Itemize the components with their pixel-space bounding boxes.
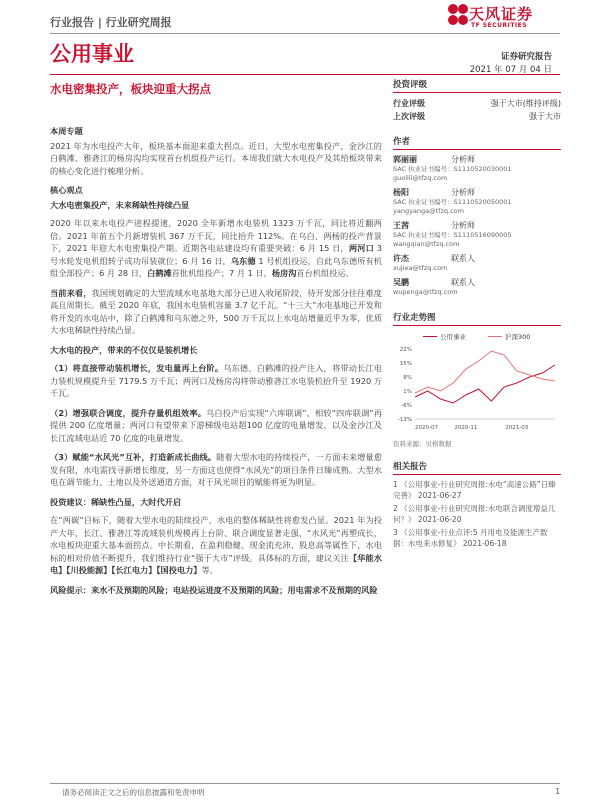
legend-item: 沪深300: [488, 332, 530, 341]
author-item: [393, 154, 561, 183]
author-role: 分析师: [451, 188, 475, 197]
title-divider: [50, 74, 560, 75]
rating-row: 行业评级 强于大市(维持评级): [393, 99, 561, 108]
author-item: [393, 220, 561, 249]
y-tick-label: 22%: [399, 347, 412, 353]
sub-heading: 大水电密集投产，未来稀缺性持续凸显: [50, 199, 190, 210]
chart-heading: 行业走势图: [393, 311, 561, 326]
sub-heading: 大水电的投产，带来的不仅仅是装机增长: [50, 344, 198, 355]
brand-name-cn: 天风证券: [469, 5, 534, 23]
author-role: 联系人: [451, 278, 475, 287]
author-email[interactable]: guolili@tfzq.com: [393, 174, 448, 182]
paragraph: 在“两碳”目标下，随着大型水电的陆续投产，水电的整体稀缺性将愈发凸显。2021 年为投产大年，长江、雅砻江等流域装机规模再上台阶、联合调度显著走强、“水风光”再塑成长，水电板块迎重大基本面拐点。中长期看，在盈利稳健、现金流充沛、股息高等属性下，水电标的相对价值不断提升，我们维持行业“强于大市”评级。具体标的方面，建议关注【华能水电】【川投能源】【长江电力】【国投电力】等。: [50, 515, 382, 575]
author-item: [393, 277, 561, 297]
author-cert: SAC 执业证书编号：S1110520050001: [393, 198, 512, 206]
author-name: 吴鹏: [393, 278, 409, 287]
author-email[interactable]: wupenga@tfzq.com: [393, 288, 458, 296]
brand-name-en: TF SECURITIES: [471, 22, 528, 29]
report-title: 水电密集投产，板块迎重大拐点: [50, 82, 211, 96]
related-heading: 相关报告: [393, 460, 561, 475]
related-report-link[interactable]: 2 《公用事业-行业研究周报:水电联合调度增益几何？》 2021-06-20: [393, 504, 556, 524]
footer-divider: [50, 783, 560, 784]
x-tick-label: 2020-11: [454, 425, 478, 431]
section-heading: 核心观点: [50, 185, 83, 195]
y-tick-label: 8%: [403, 375, 412, 381]
header-left-text: 行业报告 | 行业研究周报: [50, 16, 172, 29]
industry-title: 公用事业: [50, 42, 134, 66]
legend-item: 公用事业: [423, 332, 466, 341]
x-tick-label: 2021-03: [505, 425, 529, 431]
author-cert: SAC 执业证书编号：S1110520030001: [393, 165, 512, 173]
author-item: [393, 187, 561, 216]
author-email[interactable]: xujiea@tfzq.com: [393, 264, 448, 272]
series-line: [415, 365, 555, 403]
author-role: 分析师: [451, 221, 475, 230]
sidebar: [393, 78, 561, 551]
author-email[interactable]: yangyanga@tfzq.com: [393, 207, 464, 215]
footer-disclaimer: 请务必阅读正文之后的信息披露和免责申明: [62, 788, 205, 797]
paragraph: （2）增强联合调度，提升存量机组效率。乌白投产后实现“六库联调”，相较“四库联调”再提供 200 亿度增量；两河口有望带来下游梯级电站超100 亿度的电量增发，以及金沙江及长江流域电站近 70 亿度的电量增发。: [50, 407, 383, 443]
related-report-link[interactable]: 3 《公用事业-行业点评:5 月用电及能源生产数据：水电来水修复》 2021-06-18: [393, 528, 548, 548]
paragraph: 当前来看，我国规划确定的大型流域水电基地大部分已进入收尾阶段，待开发部分往往难度高且周期长。截至 2020 年底，我国水电装机容量 3.7 亿千瓦。“十三大”水电基地已开发和将开发的水电站中，除了白鹤滩和乌东德之外，500 万千瓦以上水电站增量近乎为零，优质大水电稀缺性持续凸显。: [50, 287, 382, 335]
report-type: 证券研究报告: [500, 52, 552, 62]
author-role: 联系人: [451, 254, 475, 263]
y-tick-label: -6%: [401, 403, 412, 409]
paragraph: 2020 年以来水电投产进程提速，2020 全年新增水电装机 1323 万千瓦，同比将近翻两倍。2021 年前五个月新增装机 367 万千瓦，同比抬升 112%。在乌白、两杨的投产背景下，2021 年迎大水电密集投产期。近期各电站建设均有重要突破：6 月 15 日，两河口 3 号水轮发电机组转子成功吊装就位；6 月 16 日，乌东德 1 号机组投运，自此乌东德所有机组全部投产；6 月 28 日，白鹤滩首批机组投产；7 月 1 日，杨房沟首台机组投运。: [50, 218, 382, 278]
header-divider: [50, 33, 560, 34]
rating-heading: 投资评级: [393, 78, 561, 93]
page-number: 1: [555, 787, 560, 796]
main-body: [50, 125, 382, 603]
author-name: 杨阳: [393, 188, 409, 197]
sub-heading: 投资建议：稀缺性凸显，大时代开启: [50, 496, 182, 507]
author-role: 分析师: [451, 155, 475, 164]
last-rating-row: 上次评级 强于大市: [393, 112, 561, 121]
y-tick-label: 15%: [399, 361, 412, 367]
author-name: 许杰: [393, 254, 409, 263]
report-date: 2021 年 07 月 04 日: [469, 65, 552, 75]
author-name: 郭丽丽: [393, 155, 417, 164]
authors-heading: 作者: [393, 135, 561, 150]
y-tick-label: 1%: [403, 389, 412, 395]
section-heading: 本周专题: [50, 126, 83, 136]
paragraph: 2021 年为水电投产大年，板块基本面迎来重大拐点。近日，大型水电密集投产，金沙江的白鹤滩、雅砻江的杨房沟均实现首台机组投产运行。本周我们就大水电投产及其给板块带来的核心变化进行梳理分析。: [50, 140, 382, 176]
related-report-link[interactable]: 1 《公用事业-行业研究周报:水电“高速公路”日臻完善》 2021-06-27: [393, 480, 556, 500]
risk-warning: 风险提示：来水不及预期的风险；电站投运进度不及预期的风险；用电需求不及预期的风险: [50, 584, 378, 595]
authors-list: [393, 154, 561, 297]
industry-trend-chart: [393, 343, 561, 435]
paragraph: （3）赋能“水风光”互补，打造新成长曲线。随着大型水电的持续投产，一方面未来增量愈发有限，水电需找寻新增长维度，另一方面这也使得“水风光”的项目条件日臻成熟。大型水电在调节能力、土地以及外送通道方面，对于风光项目的赋能将更为明显。: [50, 452, 382, 487]
y-tick-label: -13%: [397, 417, 412, 423]
x-tick-label: 2020-07: [415, 425, 438, 431]
author-item: [393, 253, 561, 273]
paragraph: （1）将直接带动装机增长，发电量再上台阶。乌东德、白鹤滩的投产注入，将带动长江电力装机规模提升至 7179.5 万千瓦；两河口及杨房沟将带动雅砻江水电装机抬升至 1920 万千瓦。: [50, 363, 382, 398]
series-line: [415, 351, 555, 393]
chart-legend: [423, 332, 561, 341]
author-name: 王茜: [393, 221, 409, 230]
author-email[interactable]: wangqian@tfzq.com: [393, 240, 460, 248]
related-list: [393, 479, 561, 549]
chart-source: 资料来源：贝格数据: [393, 440, 452, 448]
author-cert: SAC 执业证书编号：S1110516090005: [393, 231, 512, 239]
